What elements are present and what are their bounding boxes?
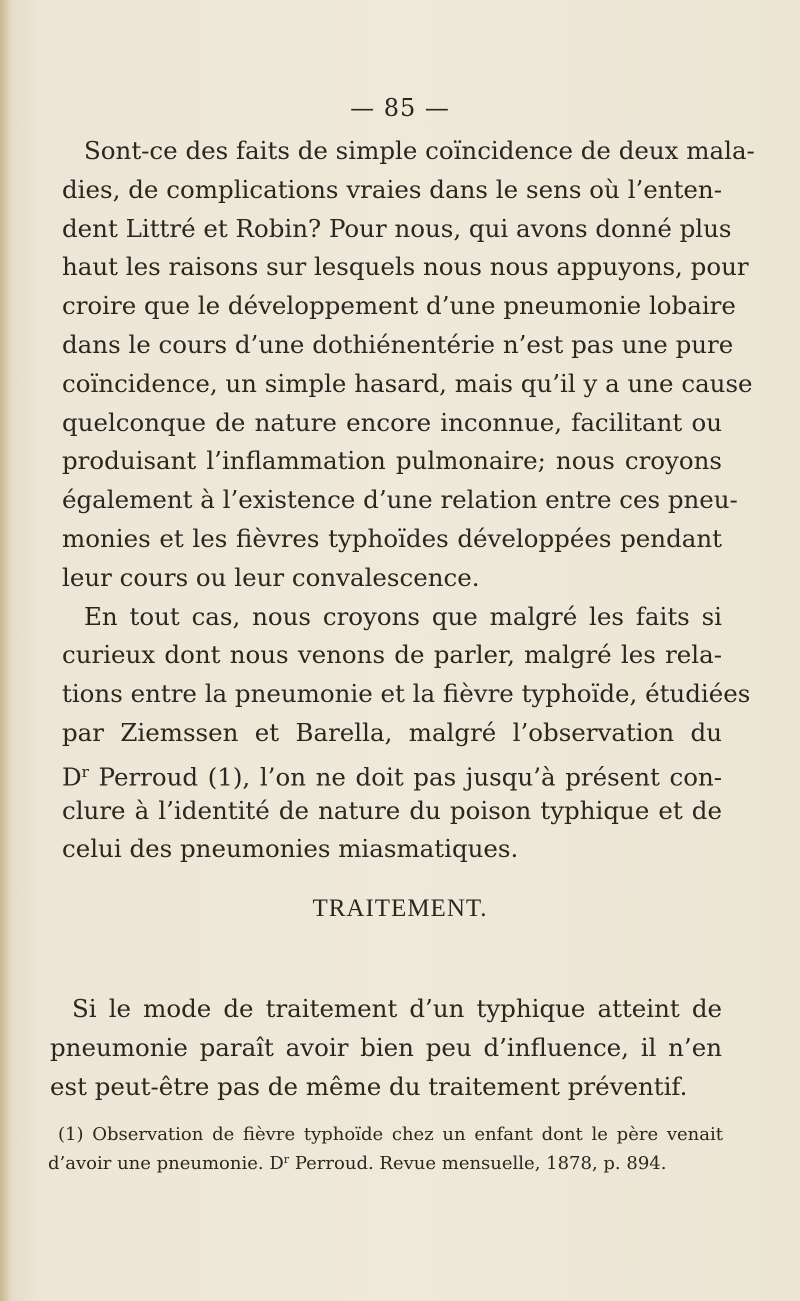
text-line: par Ziemssen et Barella, malgré l’observation du [62, 717, 722, 747]
paragraph-conclusion [62, 598, 751, 870]
text-line: également à l’existence d’une relation entre ces pneu- [62, 485, 738, 515]
text-line: quelconque de nature encore inconnue, facilitant ou [62, 407, 722, 437]
text-line: curieux dont nous venons de parler, malgré les rela- [62, 640, 722, 670]
text-line: leur cours ou leur convalescence. [62, 562, 480, 592]
text-line: est peut-être pas de même du traitement préventif. [50, 1071, 688, 1101]
text-line: haut les raisons sur lesquels nous nous appuyons, pour [62, 252, 749, 282]
text-line: dent Littré et Robin? Pour nous, qui avons donné plus [62, 213, 732, 243]
footnote-text-rest: Perroud. Revue mensuelle, 1878, p. 894. [289, 1153, 667, 1175]
text-line: En tout cas, nous croyons que malgré les faits si [84, 601, 722, 631]
footnote-line [48, 1147, 723, 1175]
text-line-rest: Perroud (1), l’on ne doit pas jusqu’à présent con- [88, 762, 722, 792]
footnote-line: (1) Observation de fièvre typhoïde chez un enfant dont le père venait [58, 1124, 723, 1145]
text-line: coïncidence, un simple hasard, mais qu’il y a une cause [62, 368, 753, 398]
paragraph-coincidence [62, 132, 755, 598]
text-line-with-footnote-ref [62, 753, 722, 792]
text-line: Sont-ce des faits de simple coïncidence de deux mala- [84, 136, 755, 165]
text-line: celui des pneumonies miasmatiques. [62, 834, 519, 864]
text-line: monies et les fièvres typhoïdes développées pendant [62, 523, 722, 553]
main-text [62, 132, 755, 869]
footnote-text: d’avoir une pneumonie. D [48, 1153, 284, 1175]
text-line: croire que le développement d’une pneumonie lobaire [62, 291, 736, 321]
text-line: tions entre la pneumonie et la fièvre typhoïde, étudiées [62, 679, 751, 709]
footnote [48, 1122, 723, 1175]
section-heading: TRAITEMENT. [312, 895, 488, 922]
text-line: dies, de complications vraies dans le sens où l’enten- [62, 174, 722, 204]
text-line: pneumonie paraît avoir bien peu d’influence, il n’en [50, 1032, 722, 1062]
text-line: clure à l’identité de nature du poison typhique et de [62, 795, 722, 825]
text-line: produisant l’inflammation pulmonaire; nous croyons [62, 446, 722, 476]
doctor-abbrev: D [62, 762, 82, 792]
footnote-sup: r [283, 1153, 290, 1166]
page-edge-shadow [0, 0, 10, 1301]
doctor-abbrev-sup: r [81, 762, 89, 781]
text-line: dans le cours d’une dothiénentérie n’est pas une pure [62, 329, 734, 359]
page-number: — 85 — [350, 94, 450, 122]
text-line: Si le mode de traitement d’un typhique atteint de [72, 994, 722, 1023]
treatment-text [50, 990, 722, 1106]
